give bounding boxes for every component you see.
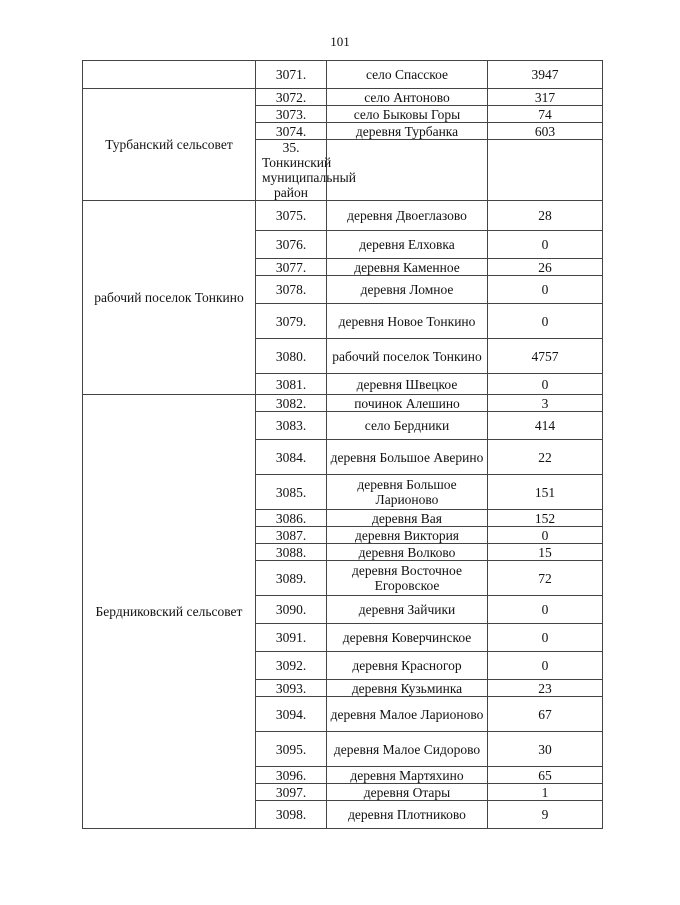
population-cell: 74	[488, 106, 603, 123]
settlement-name-cell: деревня Каменное	[327, 259, 488, 276]
entry-number-cell: 3095.	[256, 732, 327, 767]
population-cell: 65	[488, 767, 603, 784]
settlement-name-cell: деревня Швецкое	[327, 374, 488, 395]
settlement-name-cell: деревня Новое Тонкино	[327, 304, 488, 339]
table-row	[83, 89, 603, 106]
region-cell	[83, 61, 256, 89]
settlement-name-cell: деревня Плотниково	[327, 801, 488, 829]
settlement-name-cell: село Антоново	[327, 89, 488, 106]
settlement-name-cell: починок Алешино	[327, 395, 488, 412]
entry-number-cell: 3088.	[256, 544, 327, 561]
settlement-name-cell: деревня Мартяхино	[327, 767, 488, 784]
population-cell: 30	[488, 732, 603, 767]
population-cell: 0	[488, 304, 603, 339]
entry-number-cell: 3086.	[256, 510, 327, 527]
settlement-name-cell: деревня Ломное	[327, 276, 488, 304]
population-cell: 15	[488, 544, 603, 561]
settlement-name-cell: деревня Зайчики	[327, 596, 488, 624]
population-cell: 414	[488, 412, 603, 440]
population-cell: 1	[488, 784, 603, 801]
population-cell: 67	[488, 697, 603, 732]
population-cell: 22	[488, 440, 603, 475]
entry-number-cell: 3089.	[256, 561, 327, 596]
entry-number-cell: 3091.	[256, 624, 327, 652]
region-cell: Бердниковский сельсовет	[83, 395, 256, 829]
population-cell: 603	[488, 123, 603, 140]
settlement-name-cell: деревня Красногор	[327, 652, 488, 680]
entry-number-cell: 3078.	[256, 276, 327, 304]
entry-number-cell: 3098.	[256, 801, 327, 829]
entry-number-cell: 3079.	[256, 304, 327, 339]
entry-number-cell: 3092.	[256, 652, 327, 680]
settlement-name-cell: деревня Коверчинское	[327, 624, 488, 652]
settlement-name-cell: деревня Большое Аверино	[327, 440, 488, 475]
settlements-table-body	[83, 61, 603, 829]
settlement-name-cell: село Бердники	[327, 412, 488, 440]
settlement-name-cell: деревня Отары	[327, 784, 488, 801]
entry-number-cell: 3081.	[256, 374, 327, 395]
population-cell: 9	[488, 801, 603, 829]
page-number: 101	[330, 34, 350, 49]
entry-number-cell: 3072.	[256, 89, 327, 106]
settlement-name-cell: деревня Малое Сидорово	[327, 732, 488, 767]
settlement-name-cell: деревня Волково	[327, 544, 488, 561]
population-cell: 0	[488, 652, 603, 680]
entry-number-cell: 3075.	[256, 201, 327, 231]
population-cell: 23	[488, 680, 603, 697]
settlement-name-cell: село Быковы Горы	[327, 106, 488, 123]
population-cell: 3	[488, 395, 603, 412]
settlement-name-cell: деревня Малое Ларионово	[327, 697, 488, 732]
settlements-table	[82, 60, 603, 829]
settlement-name-cell: деревня Восточное Егоровское	[327, 561, 488, 596]
population-cell: 4757	[488, 339, 603, 374]
settlement-name-cell: деревня Вая	[327, 510, 488, 527]
settlement-name-cell	[488, 140, 603, 201]
settlement-name-cell: деревня Виктория	[327, 527, 488, 544]
table-row	[83, 201, 603, 231]
table-row	[83, 395, 603, 412]
population-cell: 26	[488, 259, 603, 276]
entry-number-cell: 3082.	[256, 395, 327, 412]
entry-number-cell: 3085.	[256, 475, 327, 510]
population-cell: 0	[488, 374, 603, 395]
settlement-name-cell: деревня Турбанка	[327, 123, 488, 140]
settlement-name-cell: село Спасское	[327, 61, 488, 89]
settlement-name-cell: деревня Двоеглазово	[327, 201, 488, 231]
population-cell: 0	[488, 596, 603, 624]
population-cell: 317	[488, 89, 603, 106]
settlement-name-cell: рабочий поселок Тонкино	[327, 339, 488, 374]
settlement-name-cell: деревня Елховка	[327, 231, 488, 259]
entry-number-cell: 3096.	[256, 767, 327, 784]
population-cell: 151	[488, 475, 603, 510]
entry-number-cell: 3076.	[256, 231, 327, 259]
population-cell: 72	[488, 561, 603, 596]
population-cell: 0	[488, 276, 603, 304]
entry-number-cell: 3090.	[256, 596, 327, 624]
population-cell: 3947	[488, 61, 603, 89]
entry-number-cell: 3084.	[256, 440, 327, 475]
settlement-name-cell: деревня Кузьминка	[327, 680, 488, 697]
entry-number-cell: 3080.	[256, 339, 327, 374]
entry-number-cell: 3083.	[256, 412, 327, 440]
region-cell: 35. Тонкинский муниципальный район	[256, 140, 327, 201]
population-cell: 152	[488, 510, 603, 527]
population-cell: 0	[488, 624, 603, 652]
entry-number-cell: 3073.	[256, 106, 327, 123]
entry-number-cell: 3074.	[256, 123, 327, 140]
table-row	[83, 61, 603, 89]
entry-number-cell: 3077.	[256, 259, 327, 276]
entry-number-cell: 3097.	[256, 784, 327, 801]
entry-number-cell: 3087.	[256, 527, 327, 544]
entry-number-cell: 3093.	[256, 680, 327, 697]
region-cell: рабочий поселок Тонкино	[83, 201, 256, 395]
settlement-name-cell: деревня Большое Ларионово	[327, 475, 488, 510]
entry-number-cell: 3071.	[256, 61, 327, 89]
population-cell: 0	[488, 527, 603, 544]
population-cell: 28	[488, 201, 603, 231]
region-cell: Турбанский сельсовет	[83, 89, 256, 201]
entry-number-cell: 3094.	[256, 697, 327, 732]
population-cell: 0	[488, 231, 603, 259]
